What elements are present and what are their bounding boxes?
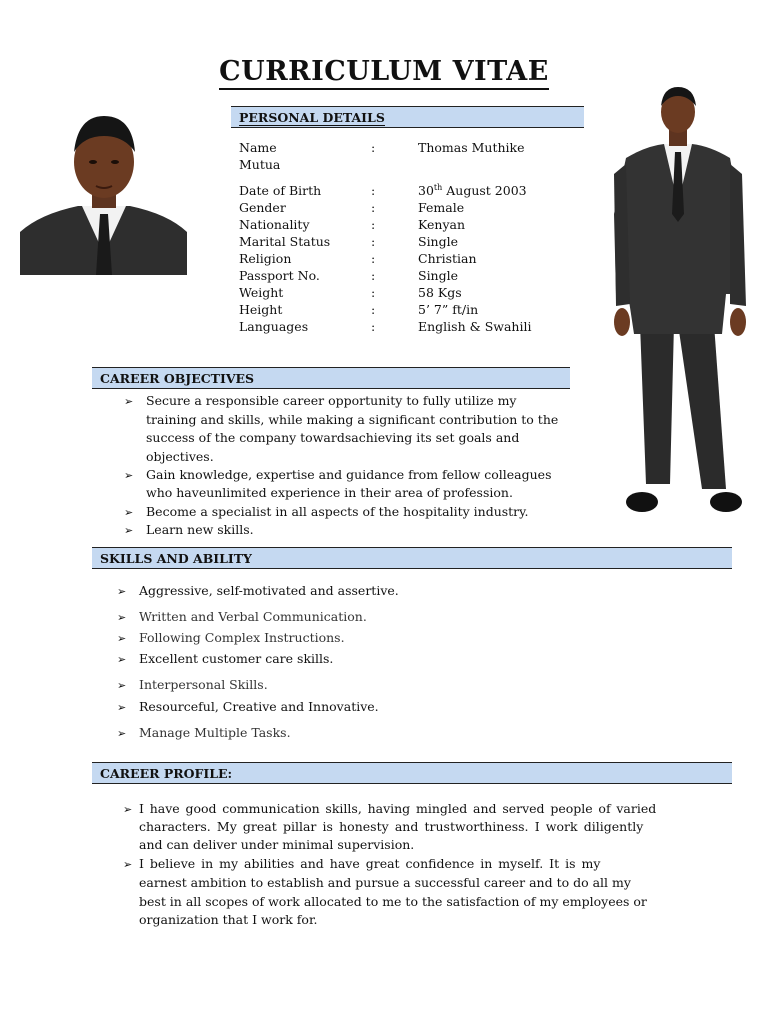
detail-label: Marital Status [239, 234, 331, 249]
detail-value: Female [418, 200, 465, 215]
list-item-line: best in all scopes of work allocated to me to the satisfaction of my employees or [139, 894, 647, 909]
list-item: Resourceful, Creative and Innovative. [139, 699, 379, 714]
detail-colon: : [371, 285, 376, 300]
detail-colon: : [371, 268, 376, 283]
detail-label: Date of Birth [239, 183, 322, 198]
detail-label: Height [239, 302, 283, 317]
detail-label: Gender [239, 200, 286, 215]
career-profile-heading: CAREER PROFILE: [92, 762, 732, 784]
detail-colon: : [371, 183, 376, 198]
detail-label: Religion [239, 251, 292, 266]
detail-label: Name [239, 140, 277, 155]
list-item: Become a specialist in all aspects of the hospitality industry. [146, 504, 529, 519]
detail-value: 30th August 2003 [418, 182, 527, 198]
list-item-line: earnest ambition to establish and pursue a successful career and to do all my [139, 875, 631, 890]
bullet-arrow-icon: ➢ [124, 395, 134, 408]
list-item: Written and Verbal Communication. [139, 609, 367, 624]
skills-heading: SKILLS AND ABILITY [92, 547, 732, 569]
detail-value: 5’ 7” ft/in [418, 302, 479, 317]
list-item-line: success of the company towardsachieving its set goals and [146, 430, 520, 445]
bullet-arrow-icon: ➢ [124, 524, 134, 537]
list-item: Following Complex Instructions. [139, 630, 345, 645]
detail-value: Thomas Muthike [418, 140, 525, 155]
list-item: Excellent customer care skills. [139, 651, 334, 666]
list-item: Aggressive, self-motivated and assertive. [139, 583, 399, 598]
detail-value: Christian [418, 251, 477, 266]
list-item: Gain knowledge, expertise and guidance from fellow colleagues [146, 467, 552, 482]
full-body-photo [600, 84, 752, 524]
detail-value: English & Swahili [418, 319, 532, 334]
list-item: I believe in my abilities and have great confidence in myself. It is my [139, 856, 601, 871]
detail-colon: : [371, 319, 376, 334]
detail-value: Single [418, 268, 459, 283]
bullet-arrow-icon: ➢ [124, 506, 134, 519]
detail-value: Kenyan [418, 217, 466, 232]
list-item: I have good communication skills, having mingled and served people of varied [139, 801, 657, 816]
detail-colon: : [371, 251, 376, 266]
detail-colon: : [371, 140, 376, 155]
detail-colon: : [371, 217, 376, 232]
bullet-arrow-icon: ➢ [117, 727, 127, 740]
detail-value: Single [418, 234, 459, 249]
career-objectives-heading: CAREER OBJECTIVES [92, 367, 570, 389]
detail-label: Passport No. [239, 268, 320, 283]
list-item-line: who haveunlimited experience in their area of profession. [146, 485, 513, 500]
bullet-arrow-icon: ➢ [117, 701, 127, 714]
bullet-arrow-icon: ➢ [117, 653, 127, 666]
list-item: Manage Multiple Tasks. [139, 725, 291, 740]
list-item: Learn new skills. [146, 522, 254, 537]
detail-colon: : [371, 234, 376, 249]
list-item-line: organization that I work for. [139, 912, 318, 927]
detail-label: Weight [239, 285, 284, 300]
list-item: Interpersonal Skills. [139, 677, 268, 692]
bullet-arrow-icon: ➢ [117, 679, 127, 692]
personal-details-heading: PERSONAL DETAILS [231, 106, 584, 128]
detail-label: Languages [239, 319, 309, 334]
bullet-arrow-icon: ➢ [117, 632, 127, 645]
list-item: Secure a responsible career opportunity to fully utilize my [146, 393, 517, 408]
portrait-photo [20, 104, 187, 275]
detail-value: 58 Kgs [418, 285, 462, 300]
bullet-arrow-icon: ➢ [117, 585, 127, 598]
list-item-line: objectives. [146, 449, 214, 464]
list-item-line: and can deliver under minimal supervision. [139, 837, 415, 852]
detail-value-cont: Mutua [239, 157, 281, 172]
detail-colon: : [371, 200, 376, 215]
bullet-arrow-icon: ➢ [117, 611, 127, 624]
bullet-arrow-icon: ➢ [123, 858, 133, 871]
detail-label: Nationality [239, 217, 310, 232]
list-item-line: training and skills, while making a significant contribution to the [146, 412, 559, 427]
page-title: CURRICULUM VITAE [0, 56, 768, 87]
detail-colon: : [371, 302, 376, 317]
bullet-arrow-icon: ➢ [124, 469, 134, 482]
bullet-arrow-icon: ➢ [123, 803, 133, 816]
list-item-line: characters. My great pillar is honesty and trustworthiness. I work diligently [139, 819, 644, 834]
